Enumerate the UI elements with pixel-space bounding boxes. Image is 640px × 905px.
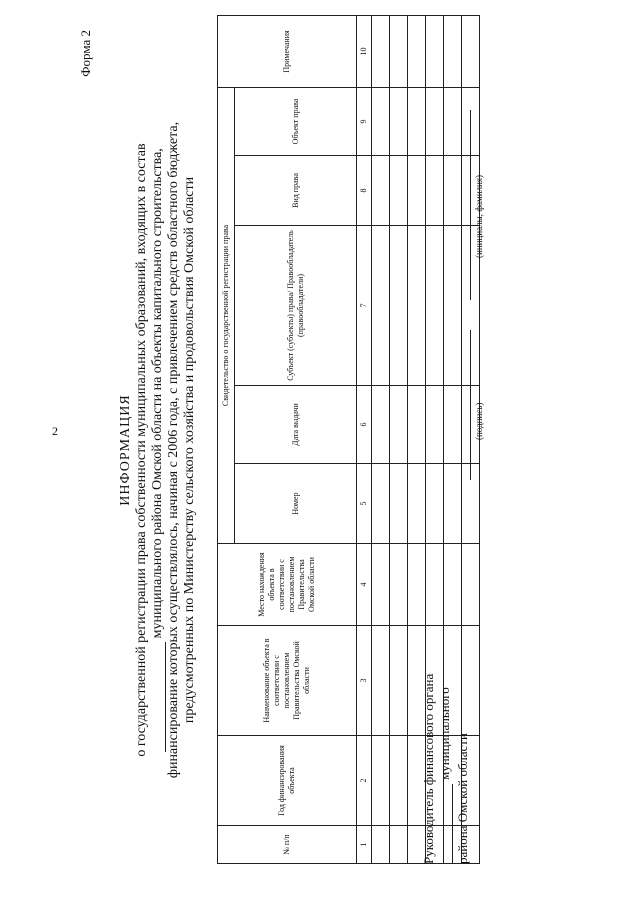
page-number: 2 xyxy=(52,424,58,438)
col-number-3: 3 xyxy=(357,626,372,736)
table-cell xyxy=(372,156,390,226)
table-cell xyxy=(408,15,426,87)
table-row xyxy=(372,15,390,863)
table-cell xyxy=(390,544,408,626)
col-number-5: 5 xyxy=(357,464,372,544)
col-number-6: 6 xyxy=(357,386,372,464)
header-year: Год финансирования объекта xyxy=(218,736,357,826)
document-title xyxy=(118,20,198,880)
signature-line-1: Руководитель финансового органа xyxy=(421,673,436,864)
table-cell xyxy=(426,87,444,155)
header-issue-date: Дата выдачи xyxy=(235,386,357,464)
table-cell xyxy=(444,156,462,226)
title-line-2-text: муниципального района Омской области на объекты капитального строительства, xyxy=(150,148,165,639)
table-cell xyxy=(390,826,408,864)
table-cell xyxy=(408,156,426,226)
table-cell xyxy=(390,156,408,226)
table-cell xyxy=(444,386,462,464)
table-cell xyxy=(390,386,408,464)
name-field-line xyxy=(470,110,471,300)
table-cell xyxy=(372,544,390,626)
table-cell xyxy=(426,544,444,626)
table-cell xyxy=(372,826,390,864)
table-cell xyxy=(372,386,390,464)
table-cell xyxy=(372,15,390,87)
signature-line-3: района Омской области xyxy=(455,733,470,864)
title-line-3: финансирование которых осуществлялось, начиная с 2006 года, с привлечением средств областного бюджета, xyxy=(166,121,181,779)
title-line-4: предусмотренных по Министерству сельского хозяйства и продовольствия Омской области xyxy=(182,176,197,724)
table-cell xyxy=(444,226,462,386)
table-cell xyxy=(444,15,462,87)
table-cell xyxy=(426,386,444,464)
table-cell xyxy=(390,464,408,544)
header-right-type: Вид права xyxy=(235,156,357,226)
col-number-7: 7 xyxy=(357,226,372,386)
col-number-2: 2 xyxy=(357,736,372,826)
municipality-blank xyxy=(452,784,453,864)
col-number-9: 9 xyxy=(357,87,372,155)
table-cell xyxy=(390,226,408,386)
table-cell xyxy=(444,464,462,544)
table-cell xyxy=(426,464,444,544)
table-cell xyxy=(444,87,462,155)
col-number-8: 8 xyxy=(357,156,372,226)
table-cell xyxy=(462,544,480,626)
table-cell xyxy=(462,626,480,736)
table-row xyxy=(390,15,408,863)
header-right-holder: Субъект (субъекты) права/ Правообладатель (правообладатели) xyxy=(235,226,357,386)
header-right-object: Объект права xyxy=(235,87,357,155)
table-cell xyxy=(408,226,426,386)
header-location: Место нахождения объекта в соответствии с постановлением Правительства Омской области xyxy=(218,544,357,626)
table-cell xyxy=(408,464,426,544)
column-numbers-row xyxy=(357,15,372,863)
table-cell xyxy=(372,626,390,736)
table-cell xyxy=(444,544,462,626)
col-number-4: 4 xyxy=(357,544,372,626)
table-cell xyxy=(426,226,444,386)
col-number-10: 10 xyxy=(357,15,372,87)
table-cell xyxy=(462,15,480,87)
signature-line-2: муниципального xyxy=(437,687,452,780)
header-number: Номер xyxy=(235,464,357,544)
table-cell xyxy=(408,544,426,626)
table-cell xyxy=(372,736,390,826)
table-cell xyxy=(390,15,408,87)
title-line-1: о государственной регистрации права собственности муниципальных образований, входящих в состав xyxy=(134,143,149,757)
table-cell xyxy=(408,87,426,155)
header-object-name: Наименование объекта в соответствии с постановлением Правительства Омской области xyxy=(218,626,357,736)
name-caption: (инициалы, фамилия) xyxy=(474,175,484,258)
title-line-2 xyxy=(150,20,166,880)
table-cell xyxy=(372,464,390,544)
table-cell xyxy=(372,226,390,386)
form-label: Форма 2 xyxy=(78,30,93,77)
document-sheet xyxy=(78,20,540,880)
table-cell xyxy=(372,87,390,155)
signature-caption: (подпись) xyxy=(474,402,484,440)
signature-field-line xyxy=(470,330,471,480)
header-notes: Примечания xyxy=(218,15,357,87)
table-cell xyxy=(390,626,408,736)
col-number-1: 1 xyxy=(357,826,372,864)
table-cell xyxy=(426,15,444,87)
table-cell xyxy=(390,87,408,155)
header-certificate-group: Свидетельство о государственной регистрации права xyxy=(218,87,235,543)
table-cell xyxy=(408,386,426,464)
table-cell xyxy=(390,736,408,826)
header-num: № п/п xyxy=(218,826,357,864)
table-cell xyxy=(426,156,444,226)
title-heading: ИНФОРМАЦИЯ xyxy=(118,394,133,506)
